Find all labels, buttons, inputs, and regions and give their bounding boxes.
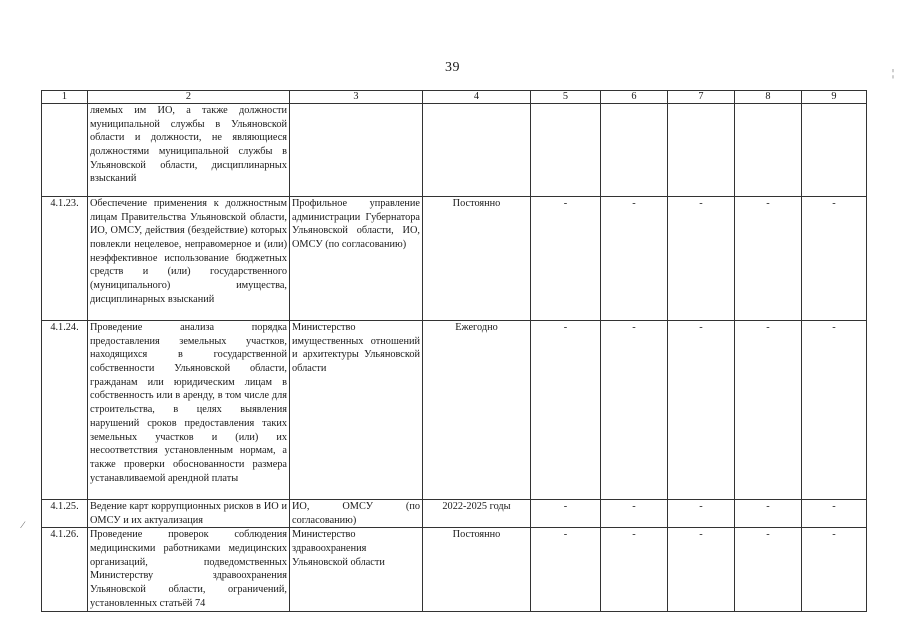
item-number: 4.1.24. (42, 321, 88, 500)
indicator-cell: - (601, 321, 668, 500)
indicator-cell: - (668, 321, 735, 500)
column-header: 5 (531, 91, 601, 104)
indicator-cell (735, 104, 802, 197)
term-text: Постоянно (423, 528, 531, 611)
indicator-cell (531, 104, 601, 197)
indicator-cell (802, 104, 867, 197)
column-header: 4 (423, 91, 531, 104)
term-text: Ежегодно (423, 321, 531, 500)
measures-table (41, 90, 867, 612)
indicator-cell: - (802, 500, 867, 528)
indicator-cell: - (601, 528, 668, 611)
term-text (423, 104, 531, 197)
measure-text: Ведение карт коррупционных рисков в ИО и ОМСУ и их актуализация (88, 500, 290, 528)
indicator-cell: - (668, 500, 735, 528)
term-text: 2022-2025 годы (423, 500, 531, 528)
column-header: 2 (88, 91, 290, 104)
measure-text: Проведение анализа порядка предоставления земельных участков, находящихся в государственной собственности Ульяновской области, гражданам или юридическим лицам в собственность или в аренду, в том числе для строительства, в целях выявления нарушений сроков предоставления таких земельных участков и (или) их несоответствия установленным нормам, а также проверки обоснованности размера устанавливаемой арендной платы (88, 321, 290, 500)
indicator-cell: - (735, 197, 802, 321)
responsible-text (290, 104, 423, 197)
column-header: 9 (802, 91, 867, 104)
term-text: Постоянно (423, 197, 531, 321)
responsible-text: Министерство имущественных отношений и архитектуры Ульяновской области (290, 321, 423, 500)
indicator-cell: - (735, 321, 802, 500)
item-number: 4.1.25. (42, 500, 88, 528)
indicator-cell: - (735, 500, 802, 528)
table-row (42, 500, 867, 528)
measure-text: Обеспечение применения к должностным лицам Правительства Ульяновской области, ИО, ОМСУ, действия (бездействие) которых повлекли нецелевое, неправомерное и (или) неэффективное использование бюджетных средств и (или) государственного (муниципального) имущества, дисциплинарных взысканий (88, 197, 290, 321)
item-number: 4.1.26. (42, 528, 88, 611)
column-header: 1 (42, 91, 88, 104)
column-header: 8 (735, 91, 802, 104)
page-number: 39 (445, 60, 460, 75)
column-header: 7 (668, 91, 735, 104)
indicator-cell: - (601, 197, 668, 321)
responsible-text: Профильное управление администрации Губернатора Ульяновской области, ИО, ОМСУ (по согласованию) (290, 197, 423, 321)
table-row (42, 104, 867, 197)
indicator-cell: - (601, 500, 668, 528)
measure-text: Проведение проверок соблюдения медицинскими работниками медицинских организаций, подведомственных Министерству здравоохранения Ульяновской области, ограничений, установленных статьёй 74 (88, 528, 290, 611)
column-header: 6 (601, 91, 668, 104)
indicator-cell: - (802, 528, 867, 611)
table-row (42, 321, 867, 500)
indicator-cell: - (531, 528, 601, 611)
column-header: 3 (290, 91, 423, 104)
table-row (42, 197, 867, 321)
indicator-cell: - (531, 321, 601, 500)
indicator-cell: - (668, 197, 735, 321)
indicator-cell (601, 104, 668, 197)
table-row (42, 528, 867, 611)
indicator-cell: - (735, 528, 802, 611)
item-number (42, 104, 88, 197)
scan-speck: ¦ (892, 68, 895, 79)
indicator-cell: - (531, 197, 601, 321)
responsible-text: ИО, ОМСУ (по согласованию) (290, 500, 423, 528)
indicator-cell: - (668, 528, 735, 611)
measure-text: ляемых им ИО, а также должности муниципальной службы в Ульяновской области и должности, не являющиеся должностями муниципальной службы в Ульяновской области, дисциплинарных взысканий (88, 104, 290, 197)
scan-speck: ∕ (22, 520, 24, 531)
item-number: 4.1.23. (42, 197, 88, 321)
indicator-cell (668, 104, 735, 197)
indicator-cell: - (531, 500, 601, 528)
responsible-text: Министерство здравоохранения Ульяновской области (290, 528, 423, 611)
indicator-cell: - (802, 321, 867, 500)
indicator-cell: - (802, 197, 867, 321)
header-row (42, 91, 867, 104)
